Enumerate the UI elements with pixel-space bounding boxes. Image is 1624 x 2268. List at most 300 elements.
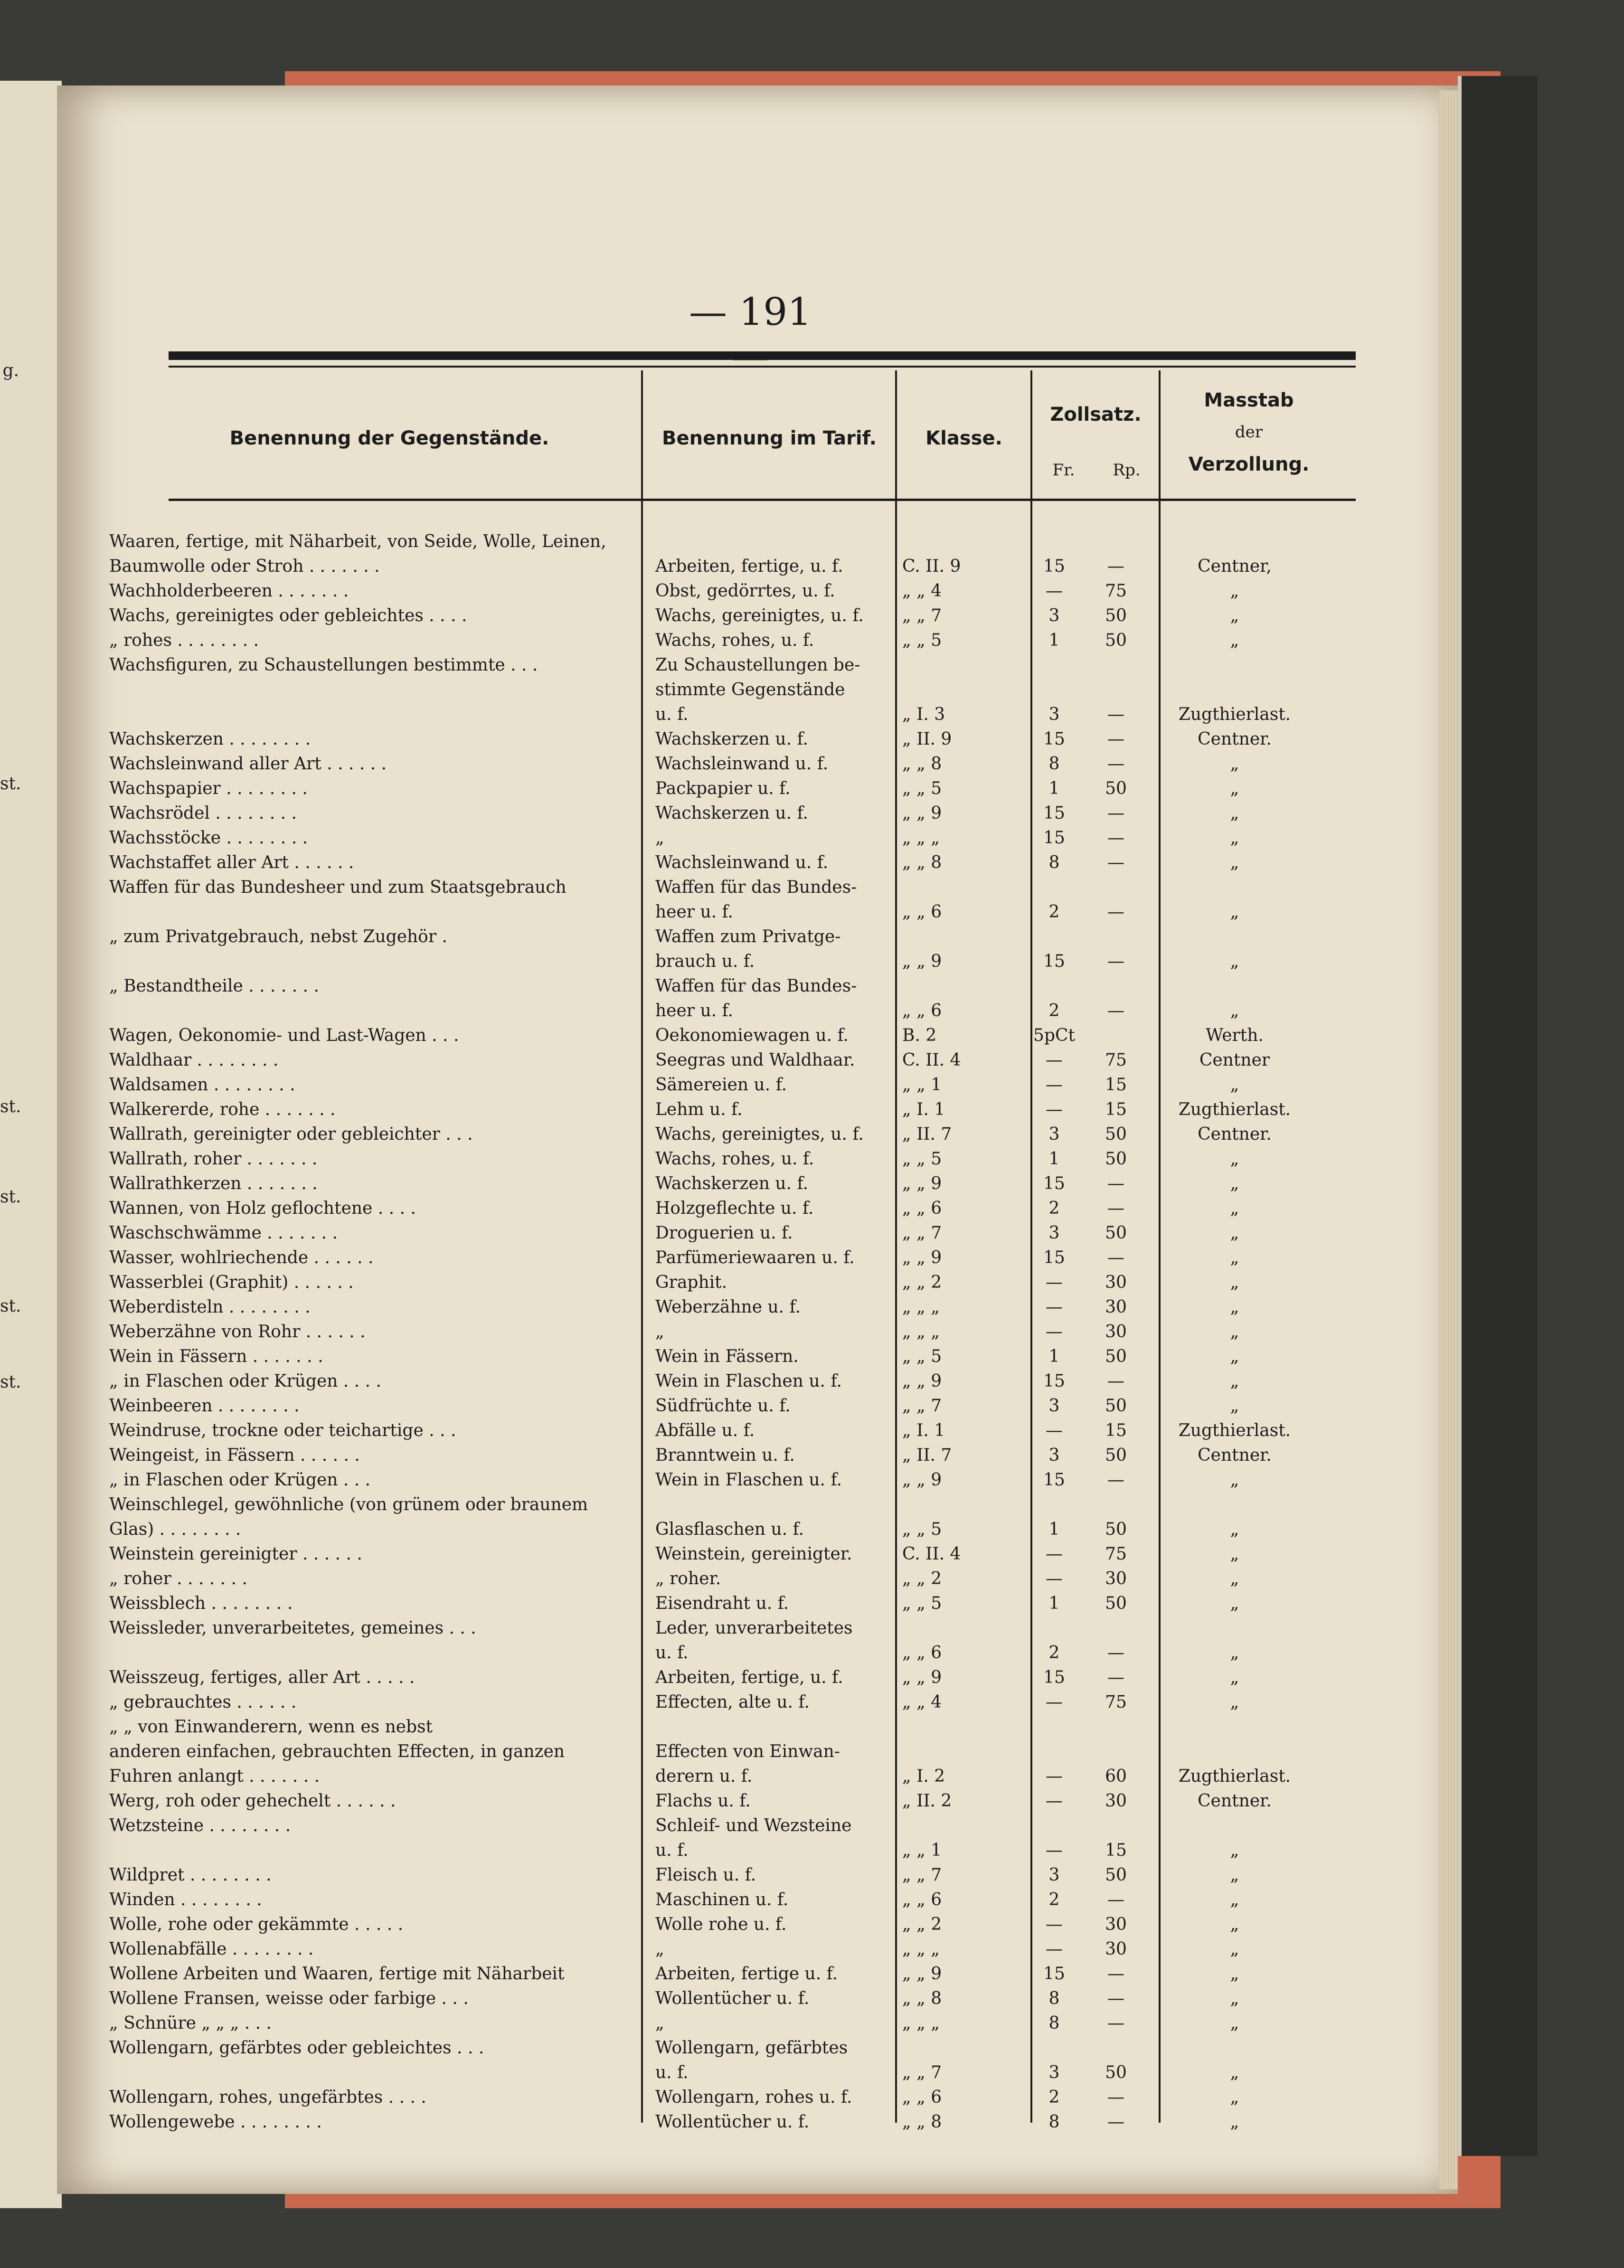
row-franken: 8 bbox=[1048, 853, 1060, 872]
row-tarif: Sämereien u. f. bbox=[655, 1075, 787, 1095]
row-masstab: Centner. bbox=[1198, 1125, 1272, 1144]
row-klasse: „ „ 9 bbox=[902, 952, 942, 971]
book-cover-board bbox=[1458, 76, 1538, 2156]
table-row bbox=[57, 1026, 1458, 1049]
row-franken: 15 bbox=[1043, 1248, 1065, 1267]
table-row bbox=[57, 606, 1458, 630]
row-rappen: 50 bbox=[1105, 1347, 1127, 1366]
row-tarif: Wachskerzen u. f. bbox=[655, 803, 808, 823]
row-tarif: derern u. f. bbox=[655, 1767, 753, 1786]
row-description: Weindruse, trockne oder teichartige . . . bbox=[109, 1421, 456, 1440]
row-klasse: „ II. 9 bbox=[902, 729, 952, 749]
row-tarif: „ bbox=[655, 1939, 664, 1959]
row-masstab: „ bbox=[1230, 1322, 1239, 1342]
row-description: Winden . . . . . . . . bbox=[109, 1890, 262, 1909]
row-franken: — bbox=[1046, 1297, 1063, 1317]
row-rappen: — bbox=[1107, 1643, 1124, 1663]
row-tarif: Wollengarn, rohes u. f. bbox=[655, 2088, 852, 2107]
row-franken: — bbox=[1046, 1544, 1063, 1564]
row-franken: 15 bbox=[1043, 1964, 1065, 1984]
row-franken: — bbox=[1046, 1075, 1063, 1095]
row-masstab: „ bbox=[1230, 1594, 1239, 1613]
row-rappen: 50 bbox=[1105, 779, 1127, 798]
row-rappen: — bbox=[1107, 729, 1124, 749]
row-tarif: Arbeiten, fertige, u. f. bbox=[655, 1668, 843, 1687]
row-description: „ zum Privatgebrauch, nebst Zugehör . bbox=[109, 927, 447, 946]
row-masstab: „ bbox=[1230, 1001, 1239, 1021]
table-row bbox=[57, 2038, 1458, 2062]
row-rappen: — bbox=[1107, 557, 1124, 576]
row-klasse: „ „ „ bbox=[902, 1939, 940, 1959]
table-row bbox=[57, 779, 1458, 803]
row-masstab: „ bbox=[1230, 1470, 1239, 1490]
row-rappen: — bbox=[1107, 2112, 1124, 2132]
row-rappen: 60 bbox=[1105, 1767, 1127, 1786]
row-franken: — bbox=[1046, 1421, 1063, 1440]
row-description: Wetzsteine . . . . . . . . bbox=[109, 1816, 291, 1835]
row-klasse: „ I. 2 bbox=[902, 1767, 945, 1786]
row-description: Wollengarn, rohes, ungefärbtes . . . . bbox=[109, 2088, 426, 2107]
row-tarif: u. f. bbox=[655, 1841, 689, 1860]
row-description: Glas) . . . . . . . . bbox=[109, 1520, 241, 1539]
row-masstab: „ bbox=[1230, 606, 1239, 625]
row-klasse: „ „ 2 bbox=[902, 1569, 942, 1588]
row-klasse: „ „ 7 bbox=[902, 1396, 942, 1416]
row-tarif: Arbeiten, fertige u. f. bbox=[655, 1964, 838, 1984]
row-klasse: „ „ 9 bbox=[902, 1668, 942, 1687]
row-description: Weinschlegel, gewöhnliche (von grünem oder braunem bbox=[109, 1495, 588, 1514]
row-franken: — bbox=[1046, 1100, 1063, 1119]
row-description: Weissleder, unverarbeitetes, gemeines . . . bbox=[109, 1618, 476, 1638]
row-klasse: „ „ 8 bbox=[902, 853, 942, 872]
row-klasse: „ „ 6 bbox=[902, 902, 942, 922]
table-row bbox=[57, 1767, 1458, 1790]
row-description: Wagen, Oekonomie- und Last-Wagen . . . bbox=[109, 1026, 459, 1045]
row-franken: 15 bbox=[1043, 1470, 1065, 1490]
table-row bbox=[57, 1865, 1458, 1889]
left-fragment: st. bbox=[0, 1187, 21, 1207]
row-tarif: Flachs u. f. bbox=[655, 1791, 751, 1811]
row-description: Wachholderbeeren . . . . . . . bbox=[109, 581, 349, 601]
row-tarif: heer u. f. bbox=[655, 1001, 734, 1021]
table-row bbox=[57, 878, 1458, 901]
row-klasse: „ I. 1 bbox=[902, 1100, 945, 1119]
row-tarif: Südfrüchte u. f. bbox=[655, 1396, 791, 1416]
row-tarif: Effecten von Einwan- bbox=[655, 1742, 840, 1761]
row-masstab: „ bbox=[1230, 1643, 1239, 1663]
row-klasse: „ I. 1 bbox=[902, 1421, 945, 1440]
row-masstab: „ bbox=[1230, 1371, 1239, 1391]
row-masstab: „ bbox=[1230, 1075, 1239, 1095]
row-franken: 1 bbox=[1048, 1594, 1060, 1613]
row-rappen: 50 bbox=[1105, 1594, 1127, 1613]
row-description: „ roher . . . . . . . bbox=[109, 1569, 247, 1588]
row-description: Wollengarn, gefärbtes oder gebleichtes . . . bbox=[109, 2038, 484, 2058]
row-franken: — bbox=[1046, 1569, 1063, 1588]
row-rappen: 75 bbox=[1105, 1544, 1127, 1564]
row-description: Weisszeug, fertiges, aller Art . . . . . bbox=[109, 1668, 415, 1687]
row-masstab: „ bbox=[1230, 1569, 1239, 1588]
row-description: Wachstaffet aller Art . . . . . . bbox=[109, 853, 354, 872]
row-franken: 2 bbox=[1048, 1001, 1060, 1021]
row-franken: 15 bbox=[1043, 828, 1065, 848]
left-fragment: g. bbox=[2, 361, 19, 380]
row-tarif: Wachs, gereinigtes, u. f. bbox=[655, 1125, 864, 1144]
row-description: Wallrath, gereinigter oder gebleichter . . . bbox=[109, 1125, 473, 1144]
row-masstab: „ bbox=[1230, 853, 1239, 872]
table-row bbox=[57, 1915, 1458, 1938]
row-rappen: 15 bbox=[1105, 1100, 1127, 1119]
table-row bbox=[57, 1100, 1458, 1124]
row-franken: 1 bbox=[1048, 779, 1060, 798]
page-stack-edges bbox=[1439, 90, 1458, 2189]
row-klasse: „ „ 7 bbox=[902, 2063, 942, 2082]
row-franken: 8 bbox=[1048, 754, 1060, 774]
row-rappen: 50 bbox=[1105, 1149, 1127, 1169]
row-description: „ Schnüre „ „ „ . . . bbox=[109, 2013, 272, 2033]
row-klasse: „ „ 9 bbox=[902, 1248, 942, 1267]
row-tarif: Glasflaschen u. f. bbox=[655, 1520, 804, 1539]
row-rappen: 15 bbox=[1105, 1841, 1127, 1860]
row-tarif: Waffen zum Privatge- bbox=[655, 927, 841, 946]
row-klasse: „ „ 5 bbox=[902, 1520, 942, 1539]
row-franken: 8 bbox=[1048, 2112, 1060, 2132]
row-tarif: Branntwein u. f. bbox=[655, 1446, 795, 1465]
row-masstab: Zugthierlast. bbox=[1178, 705, 1291, 724]
row-klasse: „ „ 8 bbox=[902, 754, 942, 774]
row-tarif: Arbeiten, fertige, u. f. bbox=[655, 557, 843, 576]
row-tarif: Schleif- und Wezsteine bbox=[655, 1816, 852, 1835]
row-description: Wachskerzen . . . . . . . . bbox=[109, 729, 311, 749]
row-klasse: „ „ 2 bbox=[902, 1273, 942, 1292]
row-rappen: — bbox=[1107, 828, 1124, 848]
row-masstab: Zugthierlast. bbox=[1178, 1767, 1291, 1786]
row-franken: 8 bbox=[1048, 2013, 1060, 2033]
row-klasse: „ „ 7 bbox=[902, 606, 942, 625]
row-rappen: 50 bbox=[1105, 1396, 1127, 1416]
row-masstab: „ bbox=[1230, 1347, 1239, 1366]
row-klasse: C. II. 4 bbox=[902, 1544, 961, 1564]
row-klasse: „ „ 9 bbox=[902, 1174, 942, 1193]
row-masstab: „ bbox=[1230, 1297, 1239, 1317]
row-tarif: Waffen für das Bundes- bbox=[655, 878, 857, 897]
table-row bbox=[57, 927, 1458, 951]
header-benennung-gegenstaende: Benennung der Gegenstände. bbox=[229, 427, 549, 449]
row-rappen: 30 bbox=[1105, 1915, 1127, 1934]
row-rappen: 50 bbox=[1105, 1446, 1127, 1465]
row-klasse: „ „ 9 bbox=[902, 1371, 942, 1391]
row-franken: 15 bbox=[1043, 1668, 1065, 1687]
row-rappen: 50 bbox=[1105, 2063, 1127, 2082]
row-franken: — bbox=[1046, 1915, 1063, 1934]
row-franken: 2 bbox=[1048, 1199, 1060, 1218]
row-franken: — bbox=[1046, 1841, 1063, 1860]
row-tarif: u. f. bbox=[655, 2063, 689, 2082]
row-description: Wallrath, roher . . . . . . . bbox=[109, 1149, 318, 1169]
row-masstab: „ bbox=[1230, 1544, 1239, 1564]
row-klasse: „ I. 3 bbox=[902, 705, 945, 724]
table-row bbox=[57, 1199, 1458, 1222]
table-row bbox=[57, 1816, 1458, 1840]
row-klasse: „ „ 2 bbox=[902, 1915, 942, 1934]
row-description: Waaren, fertige, mit Näharbeit, von Seide, Wolle, Leinen, bbox=[109, 532, 606, 551]
row-masstab: „ bbox=[1230, 952, 1239, 971]
row-klasse: „ „ 9 bbox=[902, 803, 942, 823]
row-tarif: Wollentücher u. f. bbox=[655, 2112, 810, 2132]
table-row bbox=[57, 1174, 1458, 1198]
row-description: Weissblech . . . . . . . . bbox=[109, 1594, 293, 1613]
row-franken: 3 bbox=[1048, 1446, 1060, 1465]
row-tarif: Wachs, gereinigtes, u. f. bbox=[655, 606, 864, 625]
row-tarif: Graphit. bbox=[655, 1273, 727, 1292]
table-row bbox=[57, 2063, 1458, 2087]
table-row bbox=[57, 976, 1458, 1000]
row-description: „ „ von Einwanderern, wenn es nebst bbox=[109, 1717, 433, 1737]
row-masstab: Centner. bbox=[1198, 729, 1272, 749]
row-masstab: „ bbox=[1230, 1149, 1239, 1169]
row-rappen: — bbox=[1107, 902, 1124, 922]
row-franken: 3 bbox=[1048, 1125, 1060, 1144]
row-tarif: Packpapier u. f. bbox=[655, 779, 791, 798]
row-masstab: „ bbox=[1230, 1841, 1239, 1860]
row-masstab: Centner. bbox=[1198, 1446, 1272, 1465]
row-description: Wachs, gereinigtes oder gebleichtes . . . . bbox=[109, 606, 467, 625]
row-franken: — bbox=[1046, 1791, 1063, 1811]
row-description: Weinbeeren . . . . . . . . bbox=[109, 1396, 300, 1416]
row-franken: 3 bbox=[1048, 2063, 1060, 2082]
row-rappen: — bbox=[1107, 1199, 1124, 1218]
row-rappen: 75 bbox=[1105, 581, 1127, 601]
row-description: „ Bestandtheile . . . . . . . bbox=[109, 976, 319, 996]
row-masstab: Centner bbox=[1199, 1050, 1270, 1070]
row-tarif: Waffen für das Bundes- bbox=[655, 976, 857, 996]
table-row bbox=[57, 853, 1458, 877]
row-masstab: „ bbox=[1230, 2063, 1239, 2082]
table-row bbox=[57, 1446, 1458, 1469]
row-masstab: „ bbox=[1230, 1248, 1239, 1267]
row-klasse: „ „ 1 bbox=[902, 1841, 942, 1860]
row-rappen: 50 bbox=[1105, 1125, 1127, 1144]
table-row bbox=[57, 1396, 1458, 1420]
row-klasse: „ „ 4 bbox=[902, 1692, 942, 1712]
row-rappen: — bbox=[1107, 1174, 1124, 1193]
row-tarif: Wolle rohe u. f. bbox=[655, 1915, 787, 1934]
row-description: Wachsrödel . . . . . . . . bbox=[109, 803, 297, 823]
row-rappen: 15 bbox=[1105, 1075, 1127, 1095]
row-masstab: „ bbox=[1230, 1668, 1239, 1687]
row-masstab: „ bbox=[1230, 631, 1239, 650]
row-masstab: Werth. bbox=[1206, 1026, 1264, 1045]
table-row bbox=[57, 1841, 1458, 1864]
row-rappen: — bbox=[1107, 1989, 1124, 2008]
row-rappen: — bbox=[1107, 2013, 1124, 2033]
row-description: Wasserblei (Graphit) . . . . . . bbox=[109, 1273, 354, 1292]
table-row bbox=[57, 1223, 1458, 1247]
row-rappen: 30 bbox=[1105, 1791, 1127, 1811]
table-row bbox=[57, 1371, 1458, 1395]
row-klasse: „ „ 7 bbox=[902, 1223, 942, 1243]
row-tarif: Abfälle u. f. bbox=[655, 1421, 755, 1440]
left-fragment: st. bbox=[0, 774, 21, 794]
row-rappen: — bbox=[1107, 2088, 1124, 2107]
row-tarif: „ bbox=[655, 828, 664, 848]
row-franken: 1 bbox=[1048, 631, 1060, 650]
left-page-edge bbox=[0, 81, 62, 2208]
row-description: Waldsamen . . . . . . . . bbox=[109, 1075, 295, 1095]
row-franken: 15 bbox=[1043, 557, 1065, 576]
table-row bbox=[57, 1347, 1458, 1370]
row-masstab: „ bbox=[1230, 1964, 1239, 1984]
table-row bbox=[57, 1594, 1458, 1617]
row-tarif: Holzgeflechte u. f. bbox=[655, 1199, 814, 1218]
row-klasse: „ „ 6 bbox=[902, 1199, 942, 1218]
table-row bbox=[57, 1001, 1458, 1025]
row-tarif: Wachsleinwand u. f. bbox=[655, 754, 829, 774]
row-rappen: — bbox=[1107, 1964, 1124, 1984]
row-franken: 2 bbox=[1048, 1890, 1060, 1909]
row-tarif: Droguerien u. f. bbox=[655, 1223, 793, 1243]
header-verzollung: Verzollung. bbox=[1188, 454, 1310, 475]
row-description: Wannen, von Holz geflochtene . . . . bbox=[109, 1199, 416, 1218]
table-row bbox=[57, 631, 1458, 654]
row-tarif: Obst, gedörrtes, u. f. bbox=[655, 581, 835, 601]
row-tarif: Effecten, alte u. f. bbox=[655, 1692, 810, 1712]
row-klasse: „ „ 8 bbox=[902, 2112, 942, 2132]
table-row bbox=[57, 803, 1458, 827]
row-description: Wachsfiguren, zu Schaustellungen bestimmte . . . bbox=[109, 655, 538, 675]
row-rappen: 30 bbox=[1105, 1273, 1127, 1292]
row-klasse: „ „ 6 bbox=[902, 1643, 942, 1663]
table-row bbox=[57, 1989, 1458, 2013]
row-klasse: „ „ „ bbox=[902, 1322, 940, 1342]
table-row bbox=[57, 729, 1458, 753]
row-klasse: „ „ 5 bbox=[902, 1149, 942, 1169]
row-masstab: „ bbox=[1230, 902, 1239, 922]
row-tarif: „ bbox=[655, 2013, 664, 2033]
table-row bbox=[57, 680, 1458, 704]
row-klasse: „ „ 6 bbox=[902, 2088, 942, 2107]
row-rappen: — bbox=[1107, 853, 1124, 872]
row-tarif: Seegras und Waldhaar. bbox=[655, 1050, 855, 1070]
row-klasse: „ „ „ bbox=[902, 1297, 940, 1317]
row-description: Wollengewebe . . . . . . . . bbox=[109, 2112, 322, 2132]
row-description: Wollenabfälle . . . . . . . . bbox=[109, 1939, 314, 1959]
row-klasse: C. II. 4 bbox=[902, 1050, 961, 1070]
table-row bbox=[57, 1964, 1458, 1988]
row-masstab: „ bbox=[1230, 581, 1239, 601]
row-franken: — bbox=[1046, 1322, 1063, 1342]
table-row bbox=[57, 952, 1458, 975]
row-franken: 3 bbox=[1048, 1223, 1060, 1243]
row-klasse: „ II. 7 bbox=[902, 1446, 952, 1465]
row-description: anderen einfachen, gebrauchten Effecten, in ganzen bbox=[109, 1742, 565, 1761]
header-der: der bbox=[1235, 423, 1263, 442]
row-klasse: „ „ 5 bbox=[902, 779, 942, 798]
row-description: „ gebrauchtes . . . . . . bbox=[109, 1692, 297, 1712]
page-number: — 191 bbox=[689, 290, 812, 334]
row-franken: 15 bbox=[1043, 952, 1065, 971]
table-row bbox=[57, 1643, 1458, 1667]
table-row bbox=[57, 1569, 1458, 1593]
row-franken: — bbox=[1046, 1050, 1063, 1070]
row-franken: 15 bbox=[1043, 803, 1065, 823]
table-row bbox=[57, 655, 1458, 679]
table-row bbox=[57, 1421, 1458, 1445]
row-tarif: Wollengarn, gefärbtes bbox=[655, 2038, 848, 2058]
row-rappen: 50 bbox=[1105, 631, 1127, 650]
row-description: Weingeist, in Fässern . . . . . . bbox=[109, 1446, 360, 1465]
row-tarif: „ bbox=[655, 1322, 664, 1342]
row-klasse: „ „ 4 bbox=[902, 581, 942, 601]
row-tarif: Fleisch u. f. bbox=[655, 1865, 756, 1885]
row-description: Wallrathkerzen . . . . . . . bbox=[109, 1174, 318, 1193]
row-tarif: Wein in Fässern. bbox=[655, 1347, 799, 1366]
left-fragment: st. bbox=[0, 1097, 21, 1116]
table-row bbox=[57, 557, 1458, 580]
row-tarif: Lehm u. f. bbox=[655, 1100, 743, 1119]
row-klasse: „ „ 8 bbox=[902, 1989, 942, 2008]
table-row bbox=[57, 1125, 1458, 1148]
row-klasse: „ „ „ bbox=[902, 2013, 940, 2033]
table-row bbox=[57, 1495, 1458, 1519]
row-description: Wildpret . . . . . . . . bbox=[109, 1865, 272, 1885]
row-masstab: „ bbox=[1230, 1223, 1239, 1243]
row-franken: 2 bbox=[1048, 2088, 1060, 2107]
row-klasse: „ „ 6 bbox=[902, 1890, 942, 1909]
row-tarif: Maschinen u. f. bbox=[655, 1890, 789, 1909]
row-description: Waschschwämme . . . . . . . bbox=[109, 1223, 338, 1243]
table-row bbox=[57, 1717, 1458, 1741]
row-tarif: Wein in Flaschen u. f. bbox=[655, 1371, 842, 1391]
book-page bbox=[57, 85, 1458, 2194]
row-klasse: „ „ 9 bbox=[902, 1470, 942, 1490]
row-description: Baumwolle oder Stroh . . . . . . . bbox=[109, 557, 380, 576]
header-fr: Fr. bbox=[1052, 461, 1075, 480]
row-description: Wolle, rohe oder gekämmte . . . . . bbox=[109, 1915, 404, 1934]
row-rappen: 50 bbox=[1105, 1223, 1127, 1243]
row-tarif: brauch u. f. bbox=[655, 952, 755, 971]
table-row bbox=[57, 1470, 1458, 1494]
table-row bbox=[57, 2088, 1458, 2111]
row-tarif: u. f. bbox=[655, 1643, 689, 1663]
row-rappen: 30 bbox=[1105, 1297, 1127, 1317]
row-description: Wachspapier . . . . . . . . bbox=[109, 779, 308, 798]
table-row bbox=[57, 1791, 1458, 1815]
row-description: „ in Flaschen oder Krügen . . . bbox=[109, 1470, 371, 1490]
row-masstab: Centner, bbox=[1198, 557, 1272, 576]
table-row bbox=[57, 705, 1458, 728]
row-franken: — bbox=[1046, 1939, 1063, 1959]
table-row bbox=[57, 532, 1458, 556]
table-row bbox=[57, 1742, 1458, 1766]
row-masstab: Centner. bbox=[1198, 1791, 1272, 1811]
row-tarif: Wachskerzen u. f. bbox=[655, 1174, 808, 1193]
row-franken: 3 bbox=[1048, 705, 1060, 724]
header-zollsatz: Zollsatz. bbox=[1050, 404, 1142, 425]
row-masstab: „ bbox=[1230, 754, 1239, 774]
row-klasse: B. 2 bbox=[902, 1026, 937, 1045]
table-row bbox=[57, 754, 1458, 778]
row-rappen: — bbox=[1107, 952, 1124, 971]
header-benennung-tarif: Benennung im Tarif. bbox=[662, 427, 877, 449]
row-masstab: „ bbox=[1230, 1520, 1239, 1539]
top-rule-thin bbox=[169, 366, 1356, 368]
row-rappen: — bbox=[1107, 1470, 1124, 1490]
row-tarif: Oekonomiewagen u. f. bbox=[655, 1026, 849, 1045]
table-row bbox=[57, 2013, 1458, 2037]
row-tarif: heer u. f. bbox=[655, 902, 734, 922]
row-franken: 2 bbox=[1048, 902, 1060, 922]
